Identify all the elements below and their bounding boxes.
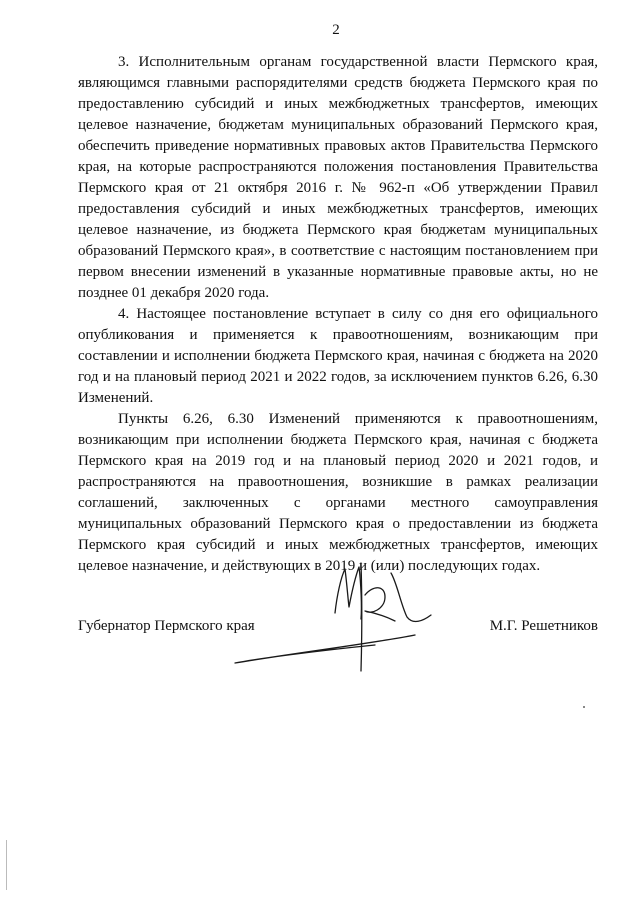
scan-speck <box>583 706 585 708</box>
signature-stroke-tail <box>391 573 431 621</box>
signer-position: Губернатор Пермского края <box>78 618 255 634</box>
paragraph-point-3: 3. Исполнительным органам государственной власти Пермского края, являющимся главными распорядителями средств бюджета Пермского края по предоставлению субсидий и иных межбюджетных трансфертов, имеющих целевое назначение, бюджетам муниципальных образований Пермского края, обеспечить приведение нормативных правовых актов Правительства Пермского края, на которые распространяются положения постановления Правительства Пермского края от 21 октября 2016 г. № 962-п «Об утверждении Правил предоставления субсидий и иных межбюджетных трансфертов, имеющих целевое назначение, из бюджета Пермского края бюджетам муниципальных образований Пермского края», в соответствие с настоящим постановлением при первом внесении изменений в указанные нормативные правовые акты, но не позднее 01 декабря 2020 года. <box>78 54 598 301</box>
paragraph-point-4: 4. Настоящее постановление вступает в силу со дня его официального опубликования и применяется к правоотношениям, возникающим при составлении и исполнении бюджета Пермского края, начиная с бюджета на 2020 год и на плановый период 2021 и 2022 годов, за исключением пунктов 6.26, 6.30 Изменений. <box>78 306 598 406</box>
signer-name: М.Г. Решетников <box>489 618 598 634</box>
scan-edge-mark <box>6 840 7 890</box>
signature-stroke-loop <box>365 588 395 621</box>
page-number: 2 <box>332 22 340 38</box>
paragraph-points-exception: Пункты 6.26, 6.30 Изменений применяются к правоотношениям, возникающим при исполнении бюджета Пермского края, начиная с бюджета Пермского края на 2019 год и на плановый период 2020 и 2021 годов, и распространяются на правоотношения, возникшие в рамках реализации соглашений, заключенных с органами местного самоуправления муниципальных образований Пермского края о предоставлении из бюджета Пермского края субсидий и иных межбюджетных трансфертов, имеющих целевое назначение, и действующих в 2019 и (или) последующих годах. <box>78 411 598 574</box>
signature-block <box>78 618 598 642</box>
document-body <box>78 52 598 577</box>
signature-stroke-m <box>335 567 361 619</box>
handwritten-signature <box>225 555 445 675</box>
